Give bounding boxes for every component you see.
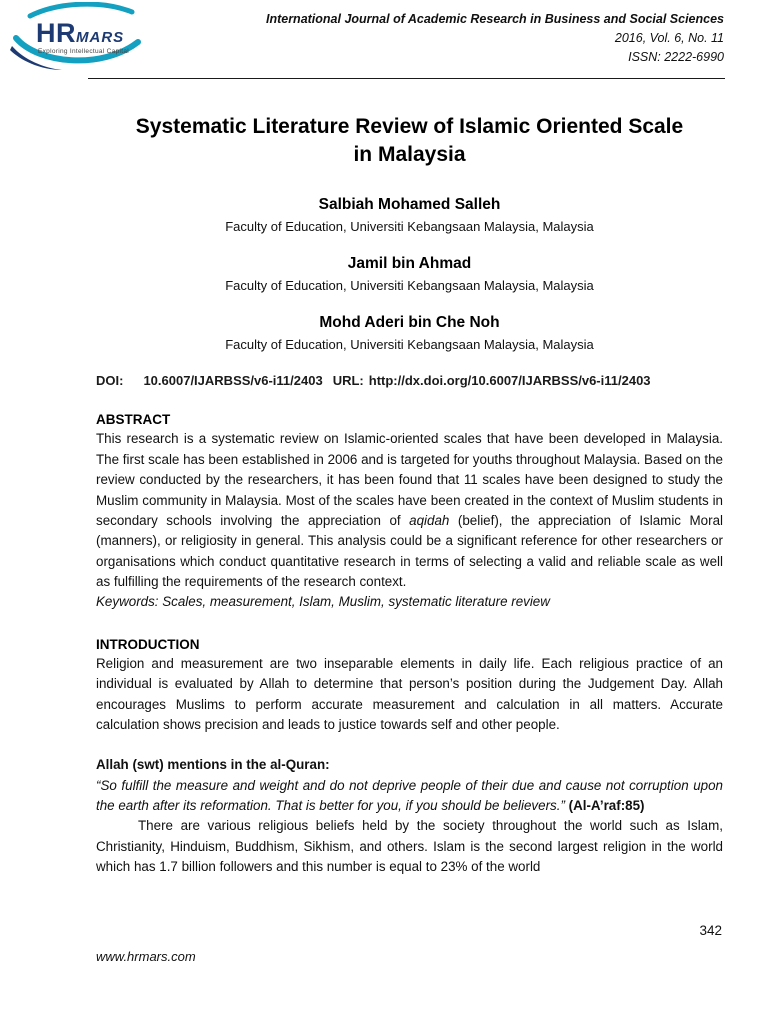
- author-affiliation: Faculty of Education, Universiti Kebangsaan Malaysia, Malaysia: [225, 337, 594, 353]
- header-divider: [88, 78, 725, 79]
- quote-text: “So fulfill the measure and weight and do not deprive people of their due and cause not corruption upon the earth after its reformation. That is better for you, if you should be believers.”: [96, 777, 723, 814]
- author-block: [96, 314, 723, 352]
- abstract-heading: ABSTRACT: [96, 412, 171, 428]
- journal-name: International Journal of Academic Research in Business and Social Sciences: [265, 12, 724, 26]
- author-name: Mohd Aderi bin Che Noh: [319, 314, 500, 332]
- abstract-body: [96, 429, 723, 592]
- abstract-text-1: This research is a systematic review on Islamic-oriented scales that have been developed in Malaysia. The first scale has been established in 2006 and is targeted for youths throughout Malaysia. Based on the review conducted by the researchers, it has been found that 11 scales have been designed to study the Muslim community in Malaysia. Most of the scales have been created in the context of Muslim students in secondary schools involving the appreciation of: [96, 431, 723, 528]
- journal-issn: ISSN: 2222-6990: [628, 49, 724, 64]
- logo-mars-text: MARS: [76, 29, 125, 46]
- footer-website: www.hrmars.com: [96, 949, 196, 964]
- logo-tagline: Exploring Intellectual Capital: [38, 48, 130, 55]
- author-block: [96, 255, 723, 293]
- doi-line: [96, 373, 723, 388]
- doi-url: http://dx.doi.org/10.6007/IJARBSS/v6-i11/2403: [368, 373, 651, 389]
- paper-title-line1: Systematic Literature Review of Islamic Oriented Scale: [135, 115, 684, 138]
- introduction-paragraph-1: Religion and measurement are two inseparable elements in daily life. Each religious practice of an individual is evaluated by Allah to determine that person’s position during the Judgement Day. Allah encourages Muslims to perform accurate measurement and calculation in all matters. Accurate calculation shows precision and leads to justice towards self and other people.: [96, 655, 723, 732]
- quran-quote: [96, 776, 723, 817]
- abstract-italic-term: aqidah: [409, 512, 450, 528]
- doi-value: 10.6007/IJARBSS/v6-i11/2403: [143, 373, 323, 389]
- url-label: URL:: [332, 373, 364, 389]
- quran-lead-line: Allah (swt) mentions in the al-Quran:: [96, 757, 330, 773]
- author-block: [96, 196, 723, 234]
- author-name: Salbiah Mohamed Salleh: [318, 196, 501, 214]
- abstract-text-2: (belief), the appreciation of Islamic Moral (manners), or religiosity in general. This analysis could be a significant reference for other researchers or organisations which conduct quantitative research in terms of selecting a valid and reliable scale as well as fulfilling the requirements of the research context.: [96, 512, 723, 590]
- paper-title: [96, 113, 723, 168]
- introduction-heading: INTRODUCTION: [96, 636, 200, 652]
- doi-label: DOI:: [96, 373, 124, 389]
- keywords-line: Keywords: Scales, measurement, Islam, Muslim, systematic literature review: [96, 594, 550, 610]
- author-name: Jamil bin Ahmad: [347, 255, 472, 273]
- journal-volume: 2016, Vol. 6, No. 11: [614, 30, 724, 45]
- author-affiliation: Faculty of Education, Universiti Kebangsaan Malaysia, Malaysia: [225, 278, 594, 294]
- paper-title-line2: in Malaysia: [353, 142, 466, 166]
- journal-header: [0, 0, 768, 78]
- hrmars-logo: [10, 2, 146, 74]
- author-affiliation: Faculty of Education, Universiti Kebangsaan Malaysia, Malaysia: [225, 219, 594, 235]
- author-list: [96, 196, 723, 352]
- introduction-paragraph-2: There are various religious beliefs held by the society throughout the world such as Islam, Christianity, Hinduism, Buddhism, Sikhism, and others. Islam is the second largest religion in the world which has 1.7 billion followers and this number is equal to 23% of the world: [96, 818, 723, 875]
- paper-content: [0, 113, 768, 878]
- quote-reference: (Al-A’raf:85): [564, 798, 645, 814]
- page-number: 342: [699, 923, 722, 938]
- logo-hr-text: HR: [36, 18, 76, 48]
